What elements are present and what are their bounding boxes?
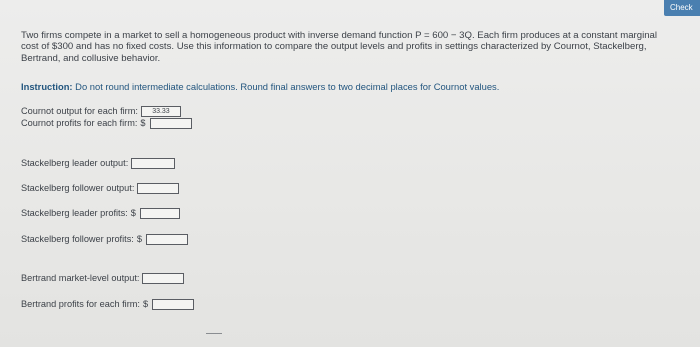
bertrand-profits-currency: $ xyxy=(142,299,149,309)
stackelberg-follower-output-row xyxy=(21,182,179,195)
cournot-output-label: Cournot output for each firm: xyxy=(21,106,138,116)
instruction-text xyxy=(21,81,661,93)
problem-statement: Two firms compete in a market to sell a homogeneous product with inverse demand function P = 600 − 3Q. Each firm produces at a constant marginal cost of $300 and has no fixed costs. Use this information to compare the output levels and profits in settings characterized by Cournot, Stackelberg, Bertrand, and collusive behavior. xyxy=(21,30,658,64)
check-button[interactable]: Check xyxy=(664,0,700,16)
instruction-body: Do not round intermediate calculations. Round final answers to two decimal places for Cournot values. xyxy=(75,81,500,92)
cournot-profits-row xyxy=(21,117,192,130)
stackelberg-follower-profits-label: Stackelberg follower profits: xyxy=(21,234,134,244)
bertrand-profits-input[interactable] xyxy=(152,299,194,310)
stackelberg-leader-output-input[interactable] xyxy=(131,158,175,169)
bertrand-profits-label: Bertrand profits for each firm: xyxy=(21,299,140,309)
stackelberg-leader-output-label: Stackelberg leader output: xyxy=(21,158,129,168)
bertrand-output-input[interactable] xyxy=(142,273,184,284)
stackelberg-follower-profits-input[interactable] xyxy=(146,234,188,245)
stackelberg-leader-profits-input[interactable] xyxy=(140,208,180,219)
stackelberg-leader-profits-currency: $ xyxy=(130,208,136,218)
instruction-label: Instruction: xyxy=(21,81,73,92)
stackelberg-leader-profits-label: Stackelberg leader profits: xyxy=(21,208,128,218)
bertrand-profits-row xyxy=(21,298,194,311)
stackelberg-follower-output-label: Stackelberg follower output: xyxy=(21,183,135,193)
cournot-profits-label: Cournot profits for each firm: xyxy=(21,118,138,128)
stackelberg-leader-profits-row xyxy=(21,207,180,220)
stackelberg-follower-output-input[interactable] xyxy=(137,183,179,194)
stackelberg-follower-profits-currency: $ xyxy=(136,234,142,244)
cournot-profits-input[interactable] xyxy=(150,118,192,129)
bertrand-output-row xyxy=(21,272,184,285)
bertrand-output-label: Bertrand market-level output: xyxy=(21,273,140,283)
cournot-output-input[interactable]: 33.33 xyxy=(141,106,181,117)
cournot-profits-currency: $ xyxy=(140,118,146,128)
stackelberg-follower-profits-row xyxy=(21,233,188,246)
section-divider xyxy=(206,333,222,334)
stackelberg-leader-output-row xyxy=(21,157,175,170)
